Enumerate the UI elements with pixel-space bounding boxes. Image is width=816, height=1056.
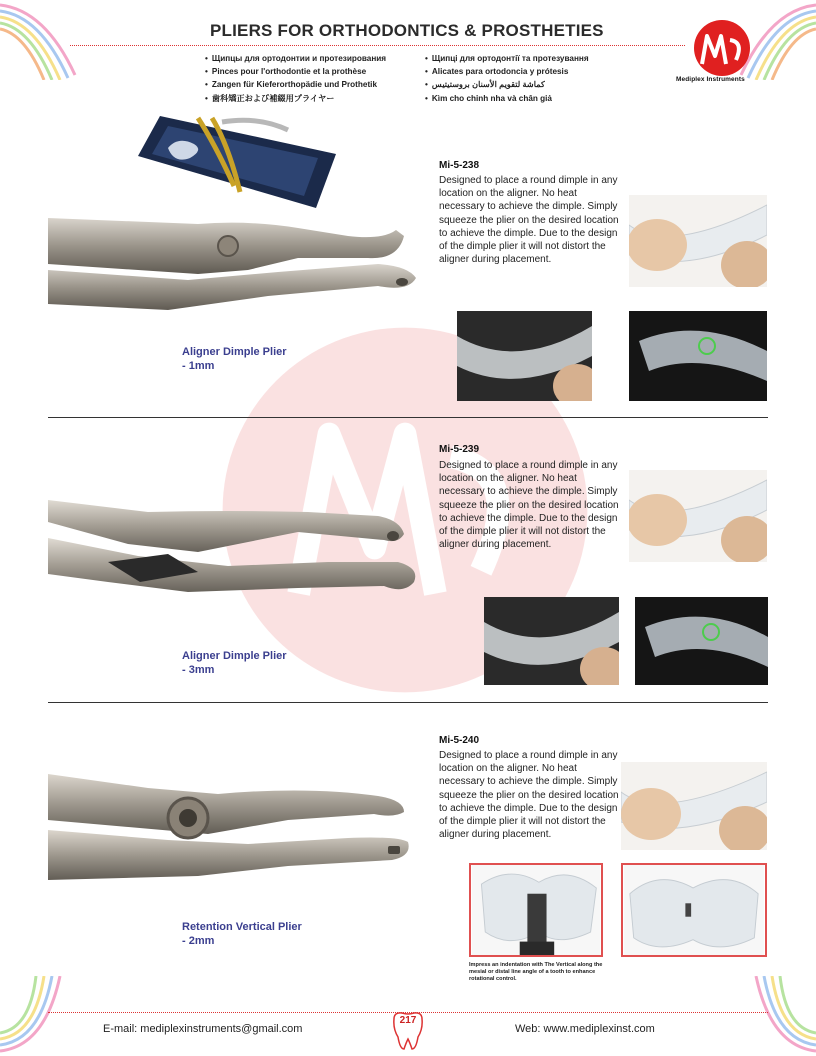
language-line: • Kìm cho chỉnh nha và chân giả (425, 92, 589, 105)
product-code: Mi-5-238 (439, 160, 480, 171)
rainbow-corner-top-left (0, 0, 95, 80)
aligner-photo (635, 597, 768, 685)
rainbow-corner-bottom-right (721, 976, 816, 1056)
product-code: Mi-5-240 (439, 735, 480, 746)
product-code: Mi-5-239 (439, 444, 480, 455)
plier-box-photo (138, 116, 336, 208)
brand-logo-text: Mediplex Instruments (676, 76, 745, 83)
product-description: Designed to place a round dimple in any location on the aligner. No heat necessary to achieve the dimple. Simply squeeze the plier on the desired location to achieve the dimple. Due to the design of the dimple plier it will not distort the aligner during placement. (439, 175, 619, 266)
title-divider (70, 45, 685, 46)
aligner-photo (629, 195, 767, 287)
aligner-photo (621, 762, 767, 850)
language-line: • كماشة لتقويم الأسنان بروستيتيس (425, 78, 589, 91)
language-line: • Щипці для ортодонтії та протезування (425, 52, 589, 65)
product-name-line: Retention Vertical Plier (182, 921, 302, 933)
language-line: • Alicates para ortodoncia y prótesis (425, 65, 589, 78)
product-size: - 1mm (182, 360, 215, 372)
aligner-photo (629, 470, 767, 562)
retention-vertical-plier-2mm-image (48, 760, 418, 890)
aligner-photo (457, 311, 592, 401)
aligner-indent-closeup (621, 863, 767, 957)
figure-caption: Impress an indentation with The Vertical along the mesial or distal line angle of a tooth to enhance rotational control. (469, 962, 603, 982)
vertical-indentation-diagram (469, 863, 603, 957)
product-name-line: Aligner Dimple Plier (182, 650, 287, 662)
page-title: PLIERS FOR ORTHODONTICS & PROSTHETIES (210, 21, 604, 40)
product-description: Designed to place a round dimple in any location on the aligner. No heat necessary to achieve the dimple. Simply squeeze the plier on the desired location to achieve the dimple. Due to the design of the dimple plier it will not distort the aligner during placement. (439, 750, 619, 841)
product-name (182, 649, 287, 677)
product-size: - 2mm (182, 935, 215, 947)
rainbow-corner-bottom-left (0, 976, 95, 1056)
language-line: • Zangen für Kieferorthopädie und Prothetik (205, 78, 386, 91)
aligner-photo (484, 597, 619, 685)
page-number: 217 (399, 1015, 417, 1026)
language-line: • Щипцы для ортодонтии и протезирования (205, 52, 386, 65)
aligner-photo (629, 311, 767, 401)
product-size: - 3mm (182, 664, 215, 676)
product-name (182, 920, 302, 948)
section-divider (48, 702, 768, 703)
section-divider (48, 417, 768, 418)
language-list-left (205, 52, 386, 105)
product-name-line: Aligner Dimple Plier (182, 346, 287, 358)
language-line: • 歯科矯正および補綴用プライヤー (205, 92, 386, 105)
aligner-dimple-plier-3mm-image (48, 482, 420, 600)
footer-email[interactable]: E-mail: mediplexinstruments@gmail.com (103, 1023, 303, 1035)
product-name (182, 345, 287, 373)
language-list-right (425, 52, 589, 105)
brand-logo (682, 18, 762, 84)
footer-website[interactable]: Web: www.mediplexinst.com (515, 1023, 655, 1035)
language-line: • Pinces pour l'orthodontie et la prothèse (205, 65, 386, 78)
product-description: Designed to place a round dimple in any location on the aligner. No heat necessary to achieve the dimple. Simply squeeze the plier on the desired location to achieve the dimple. Due to the design of the dimple plier it will not distort the aligner during placement. (439, 460, 619, 551)
aligner-dimple-plier-1mm-image (48, 200, 418, 320)
